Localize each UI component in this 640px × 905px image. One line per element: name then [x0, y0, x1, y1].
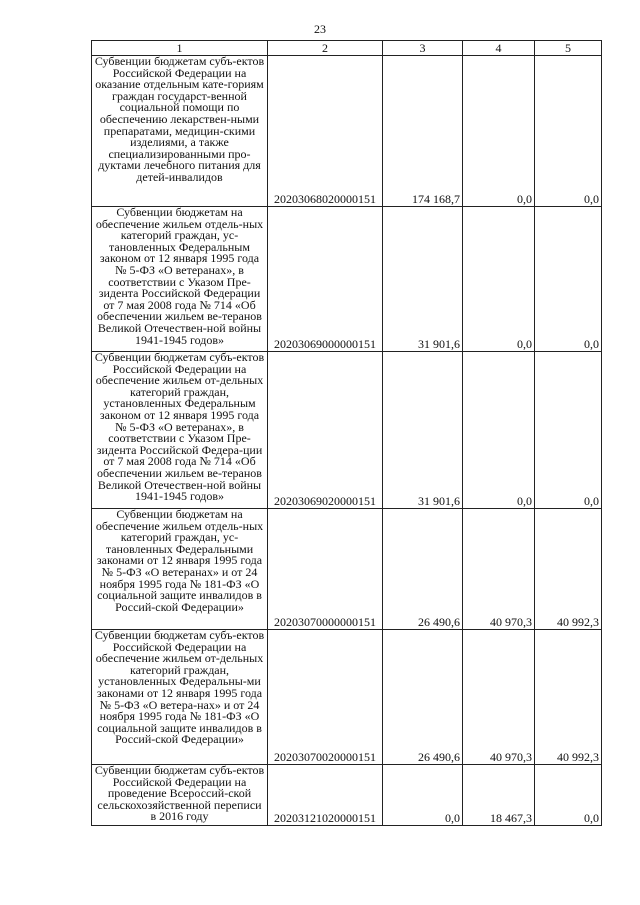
- row-value-5: 0,0: [535, 207, 602, 352]
- row-value-4: 0,0: [463, 352, 535, 509]
- row-value-3: 31 901,6: [383, 352, 463, 509]
- table-row: [92, 207, 602, 352]
- table-row: [92, 630, 602, 765]
- header-row: [92, 41, 602, 56]
- row-description: Субвенции бюджетам на обеспечение жильем отдель-ных категорий граждан, ус-тановленных Федеральными законами от 12 января 1995 года № 5-ФЗ «О ветеранах» и от 24 ноября 1995 года № 181-ФЗ «О социальной защите инвалидов в Россий-ской Федерации»: [92, 509, 268, 630]
- row-code: 20203069020000151: [268, 352, 383, 509]
- row-value-4: 40 970,3: [463, 509, 535, 630]
- row-code: 20203121020000151: [268, 765, 383, 826]
- column-header-3: 3: [383, 41, 463, 56]
- row-value-4: 0,0: [463, 207, 535, 352]
- row-description: Субвенции бюджетам субъ-ектов Российской Федерации на обеспечение жильем от-дельных категорий граждан, установленных Федеральным законом от 12 января 1995 года № 5-ФЗ «О ветеранах», в соответствии с Указом Пре-зидента Российской Федера-ции от 7 мая 2008 года № 714 «Об обеспечении жильем ве-теранов Великой Отечествен-ной войны 1941-1945 годов»: [92, 352, 268, 509]
- row-value-5: 0,0: [535, 56, 602, 207]
- row-value-5: 40 992,3: [535, 630, 602, 765]
- row-value-3: 26 490,6: [383, 630, 463, 765]
- table-row: [92, 352, 602, 509]
- row-value-4: 0,0: [463, 56, 535, 207]
- column-header-5: 5: [535, 41, 602, 56]
- row-value-3: 174 168,7: [383, 56, 463, 207]
- row-code: 20203070000000151: [268, 509, 383, 630]
- row-description: Субвенции бюджетам субъ-ектов Российской Федерации на проведение Всероссий-ской сельскохозяйственной переписи в 2016 году: [92, 765, 268, 826]
- budget-table: [91, 40, 602, 826]
- row-value-3: 0,0: [383, 765, 463, 826]
- table-row: [92, 56, 602, 207]
- row-value-3: 31 901,6: [383, 207, 463, 352]
- row-code: 20203068020000151: [268, 56, 383, 207]
- row-value-5: 40 992,3: [535, 509, 602, 630]
- table-row: [92, 509, 602, 630]
- row-description: Субвенции бюджетам субъ-ектов Российской Федерации на оказание отдельным кате-гориям граждан государст-венной социальной помощи по обеспечению лекарствен-ными препаратами, медицин-скими изделиями, а также специализированными про-дуктами лечебного питания для детей-инвалидов: [92, 56, 268, 207]
- column-header-1: 1: [92, 41, 268, 56]
- row-value-3: 26 490,6: [383, 509, 463, 630]
- row-code: 20203070020000151: [268, 630, 383, 765]
- row-description: Субвенции бюджетам субъ-ектов Российской Федерации на обеспечение жильем от-дельных категорий граждан, установленных Федеральны-ми законами от 12 января 1995 года № 5-ФЗ «О ветера-нах» и от 24 ноября 1995 года № 181-ФЗ «О социальной защите инвалидов в Россий-ской Федерации»: [92, 630, 268, 765]
- row-value-5: 0,0: [535, 765, 602, 826]
- table-row: [92, 765, 602, 826]
- page-number: 23: [314, 22, 326, 36]
- column-header-4: 4: [463, 41, 535, 56]
- column-header-2: 2: [268, 41, 383, 56]
- row-code: 20203069000000151: [268, 207, 383, 352]
- row-value-4: 40 970,3: [463, 630, 535, 765]
- row-value-5: 0,0: [535, 352, 602, 509]
- row-value-4: 18 467,3: [463, 765, 535, 826]
- row-description: Субвенции бюджетам на обеспечение жильем отдель-ных категорий граждан, ус-тановленных Федеральным законом от 12 января 1995 года № 5-ФЗ «О ветеранах», в соответствии с Указом Пре-зидента Российской Федерации от 7 мая 2008 года № 714 «Об обеспечении жильем ве-теранов Великой Отечествен-ной войны 1941-1945 годов»: [92, 207, 268, 352]
